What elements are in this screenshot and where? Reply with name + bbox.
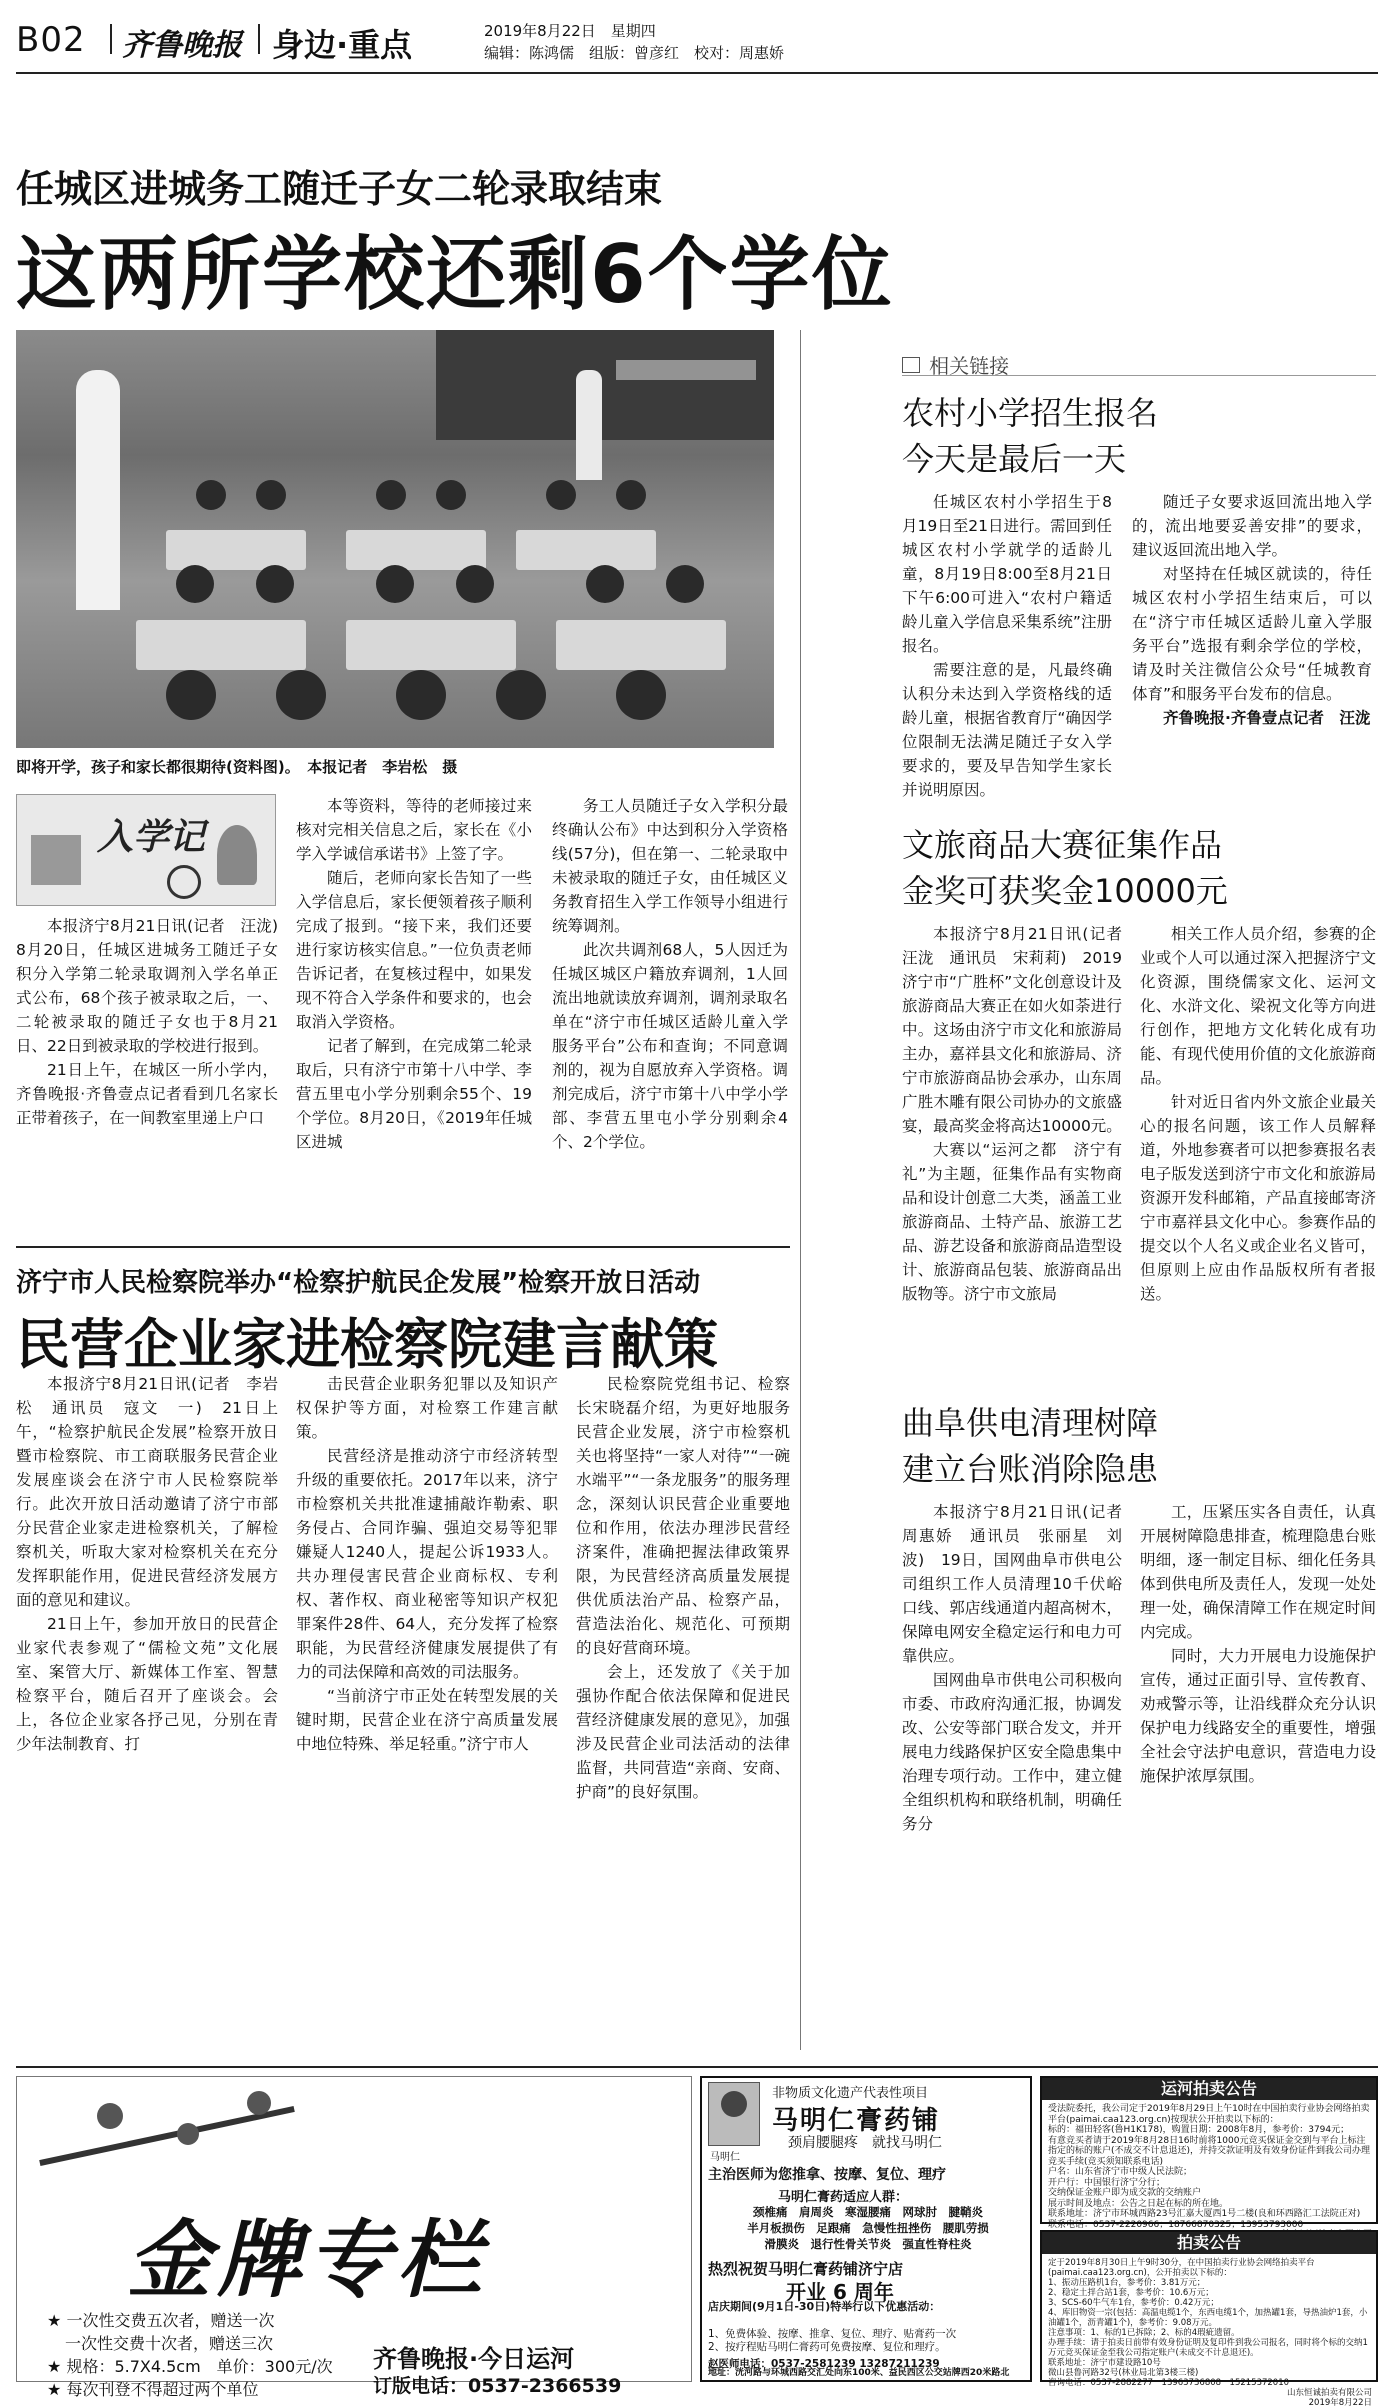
auction2-banner bbox=[1042, 2232, 1376, 2254]
header-divider bbox=[258, 24, 260, 54]
badge-title: 入学记 bbox=[97, 817, 206, 858]
blossom bbox=[247, 2091, 271, 2115]
student bbox=[376, 480, 406, 510]
editor-credits: 编辑：陈鸿儒 组版：曾彦红 校对：周惠娇 bbox=[484, 44, 785, 62]
auction-line: 联系电话：0537-2220966；18766870325；13953793000 bbox=[1048, 2219, 1304, 2230]
auction-line: 受法院委托，我公司定于2019年8月29日上午10时在中国拍卖行业协会网络拍卖平台(paimai.caa123.org.cn)按现状公开拍卖以下标的： bbox=[1048, 2104, 1370, 2125]
procuratorate-para: “当前济宁市正处在转型发展的关键时期，民营企业在济宁高质量发展中地位特殊、举足轻重。”济宁市人 bbox=[296, 1687, 558, 1753]
medicine-period: 店庆期间(9月1日-30日)特举行以下优惠活动： bbox=[708, 2300, 941, 2313]
page-header bbox=[0, 0, 1394, 70]
auction-ad-2 bbox=[1040, 2230, 1378, 2408]
medicine-ad bbox=[700, 2076, 1032, 2382]
portrait-head bbox=[721, 2091, 747, 2117]
lead-para: 此次共调剂68人，5人因迁为任城区城区户籍放弃调剂，1人回流出地就读放弃调剂，调剂录取名单在“济宁市任城区适龄儿童入学服务平台”公布和查询；不同意调剂的，视为自愿放弃入学资格。调剂完成后，济宁市第十八中学小学部、李营五里屯小学分别剩余4个、2个学位。 bbox=[552, 941, 788, 1151]
auction-line: 联系地址：济宁市环城西路23号汇嘉大厦西1号二楼(良和环西路汇工法院正对) bbox=[1048, 2209, 1361, 2219]
golden-column-brand: 齐鲁晚报·今日运河 bbox=[373, 2345, 575, 2373]
student bbox=[616, 480, 646, 510]
student bbox=[586, 565, 624, 603]
procuratorate-headline: 民营企业家进检察院建言献策 bbox=[16, 1313, 718, 1376]
golden-column-ad bbox=[16, 2076, 692, 2399]
auction-line: 展示时间及地点：公告之日起在标的所在地。 bbox=[1048, 2198, 1229, 2209]
student bbox=[436, 480, 466, 510]
power-headline-2: 建立台账消除隐患 bbox=[902, 1450, 1159, 1488]
medicine-contact: 赵医师电话：0537-2581239 13287211239 bbox=[708, 2358, 940, 2370]
student bbox=[176, 565, 214, 603]
blossom bbox=[177, 2123, 199, 2145]
procuratorate-para: 会上，还发放了《关于加强协作配合依法保障和促进民营经济健康发展的意见》，加强涉及民营企业司法活动的法律监督，共同营造“亲商、安商、护商”的良好氛围。 bbox=[576, 1663, 790, 1801]
desk bbox=[516, 530, 656, 570]
tourism-para: 大赛以“运河之都 济宁有礼”为主题，征集作品有实物商品和设计创意二大类，涵盖工业旅游商品、土特产品、旅游工艺品、游艺设备和旅游商品造型设计、旅游商品包装、旅游商品出版物等。济宁市文旅局 bbox=[902, 1141, 1122, 1303]
auction2-line: 2、稳定土拌合站1套，参考价：10.6万元； bbox=[1048, 2288, 1214, 2298]
student bbox=[276, 670, 326, 720]
tourism-col-2 bbox=[1140, 922, 1376, 1384]
auction-line: 交纳保证金账户即为成交款的交纳账户 bbox=[1048, 2188, 1202, 2198]
section-title: 身边·重点 bbox=[272, 26, 413, 64]
power-para: 同时，大力开展电力设施保护宣传，通过正面引导、宣传教育、劝戒警示等，让沿线群众充分认识保护电力线路安全的重要性，增强全社会守法护电意识，营造电力设施保护浓厚氛围。 bbox=[1140, 1647, 1376, 1785]
medicine-indications bbox=[708, 2204, 1028, 2252]
lead-para: 记者了解到，在完成第二轮录取后，只有济宁市第十八中学、李营五里屯小学分别剩余55个、19个学位。8月20日，《2019年任城区进城 bbox=[296, 1037, 532, 1151]
power-col-2 bbox=[1140, 1500, 1376, 2050]
auction-banner bbox=[1042, 2078, 1376, 2100]
badge-tree-icon bbox=[217, 825, 257, 885]
photo-caption: 即将开学，孩子和家长都很期待(资料图)。 本报记者 李岩松 摄 bbox=[16, 758, 458, 776]
student bbox=[196, 480, 226, 510]
badge-bike-icon bbox=[167, 865, 201, 899]
auction2-banner-label: 拍卖公告 bbox=[1176, 2233, 1241, 2252]
tourism-headline-2: 金奖可获奖金10000元 bbox=[902, 872, 1228, 910]
chalkboard-text bbox=[616, 360, 756, 380]
related-headline-2: 今天是最后一天 bbox=[902, 440, 1127, 478]
lead-para: 务工人员随迁子女入学积分最终确认公布》中达到积分入学资格线(57分)，但在第一、二轮录取中未被录取的随迁子女，由任城区义务教育招生入学工作领导小组进行统筹调剂。 bbox=[552, 797, 788, 935]
student bbox=[546, 480, 576, 510]
procuratorate-kicker: 济宁市人民检察院举办“检察护航民企发展”检察开放日活动 bbox=[16, 1268, 701, 1298]
term-item: 一次性交费十次者，赠送三次 bbox=[65, 2334, 274, 2353]
auction2-line: 山东恒诚拍卖有限公司 bbox=[1286, 2388, 1372, 2398]
related-para: 对坚持在任城区就读的，待任城区农村小学招生结束后，可以在“济宁市任城区适龄儿童入学服务平台”选报有剩余学位的学校，请及时关注微信公众号“任城教育体育”和服务平台发布的信息。 bbox=[1132, 565, 1372, 703]
term-item: ★ 每次刊登不得超过两个单位 bbox=[47, 2380, 259, 2399]
auction-line: 户名：山东省济宁市中级人民法院； bbox=[1048, 2167, 1193, 2177]
page-number: B02 bbox=[16, 20, 86, 60]
auction-line: 标的：福田轻客(鲁H1K178)，购置日期：2008年8月，参考价：3794元； bbox=[1048, 2125, 1350, 2135]
column-badge bbox=[16, 794, 276, 906]
related-byline: 齐鲁晚报·齐鲁壹点记者 汪泷 bbox=[1163, 709, 1371, 727]
term-item: ★ 规格：5.7X4.5cm 单价：300元/次 bbox=[47, 2357, 333, 2376]
medicine-address: 地址：洸河路与环城西路交汇处向东100米、益民西区公交站牌西20米路北 bbox=[708, 2368, 1010, 2378]
medicine-offers bbox=[708, 2328, 1028, 2354]
medicine-indications-title: 马明仁膏药适应人群： bbox=[778, 2190, 909, 2205]
lead-kicker: 任城区进城务工随迁子女二轮录取结束 bbox=[16, 167, 663, 211]
medicine-slogan: 颈肩腰腿疼 就找马明仁 bbox=[788, 2135, 942, 2151]
related-tag bbox=[902, 350, 1376, 376]
indication-row: 滑膜炎 退行性骨关节炎 强直性脊柱炎 bbox=[764, 2237, 972, 2251]
lead-para: 本报济宁8月21日讯(记者 汪泷) 8月20日，任城区进城务工随迁子女积分入学第二轮录取调剂入学名单正式公布，68个孩子被录取之后，一、二轮被录取的随迁子女也于8月21日、22日到被录取的学校进行报到。 bbox=[16, 917, 294, 1055]
auction-banner-label: 运河拍卖公告 bbox=[1160, 2079, 1257, 2098]
student bbox=[496, 670, 546, 720]
auction2-line: 微山县鲁河路32号(林业局北第3楼三楼) bbox=[1048, 2368, 1199, 2378]
desk bbox=[346, 530, 486, 570]
procuratorate-para: 民营经济是推动济宁市经济转型升级的重要依托。2017年以来，济宁市检察机关共批准逮捕敲诈勒索、职务侵占、合同诈骗、强迫交易等犯罪嫌疑人1240人，提起公诉1933人。共办理侵害民营企业商标权、专利权、著作权、商业秘密等知识产权犯罪案件28件、64人，充分发挥了检察职能，为民营经济健康发展提供了有力的司法保障和高效的司法服务。 bbox=[296, 1447, 558, 1681]
procuratorate-para: 本报济宁8月21日讯(记者 李岩松 通讯员 寇文 一) 21日上午，“检察护航民企发展”检察开放日暨市检察院、市工商联服务民营企业发展座谈会在济宁市人民检察院举行。此次开放日活动邀请了济宁市部分民营企业家走进检察机关，了解检察机关，听取大家对检察机关在充分发挥职能作用，促进民营经济发展方面的意见和建议。 bbox=[16, 1375, 278, 1609]
ad-rule bbox=[16, 2066, 1378, 2068]
tourism-para: 针对近日省内外文旅企业最关心的报名问题，该工作人员解释道，外地参赛者可以把参赛报名表电子版发送到济宁市文化和旅游局资源开发科邮箱，产品直接邮寄济宁市嘉祥县文化中心。参赛作品的提交以个人名义或企业名义皆可，但原则上应由作品版权所有者报送。 bbox=[1140, 1093, 1376, 1303]
related-para: 任城区农村小学招生于8月19日至21日进行。需回到任城区农村小学就学的适龄儿童，8月19日8:00至8月21日下午6:00可进入“农村户籍适龄儿童入学信息采集系统”注册报名。 bbox=[902, 493, 1112, 655]
procuratorate-para: 民检察院党组书记、检察长宋晓磊介绍，为更好地服务民营企业发展，济宁市检察机关也将坚持“一家人对待”“一碗水端平”“一条龙服务”的服务理念，深刻认识民营企业重要地位和作用，依法办理涉民营经济案件，准确把握法律政策界限，为民营经济高质量发展提供优质法治产品、检察产品，营造法治化、规范化、可预期的良好营商环境。 bbox=[576, 1375, 790, 1657]
offer-item: 1、免费体验、按摩、推拿、复位、理疗、贴膏药一次 bbox=[708, 2328, 957, 2340]
canal-auction-ad bbox=[1040, 2076, 1378, 2230]
classroom-photo bbox=[16, 330, 774, 748]
related-col-2 bbox=[1132, 490, 1372, 800]
tourism-para: 相关工作人员介绍，参赛的企业或个人可以通过深入把握济宁文化资源，围绕儒家文化、运河文化、水浒文化、梁祝文化等方向进行创作，把地方文化转化成有功能、有现代使用价值的文化旅游商品。 bbox=[1140, 925, 1376, 1087]
related-headline-1: 农村小学招生报名 bbox=[902, 394, 1159, 432]
medicine-top-line: 非物质文化遗产代表性项目 bbox=[772, 2086, 929, 2101]
procuratorate-para: 21日上午，参加开放日的民营企业家代表参观了“儒检文苑”文化展室、案管大厅、新媒体工作室、智慧检察平台，随后召开了座谈会。会上，各位企业家各抒己见，分别在青少年法制教育、打 bbox=[16, 1615, 278, 1753]
paper-name: 齐鲁晚报 bbox=[122, 28, 242, 63]
offer-item: 2、按疗程贴马明仁膏药可免费按摩、复位和理疗。 bbox=[708, 2341, 946, 2353]
header-rule bbox=[16, 72, 1378, 74]
student bbox=[256, 565, 294, 603]
desk bbox=[346, 620, 516, 670]
power-col-1 bbox=[902, 1500, 1138, 2050]
badge-house-icon bbox=[31, 835, 81, 885]
auction2-line: 3、SCS-60牛气车1台，参考价：0.42万元； bbox=[1048, 2298, 1219, 2308]
parent-figure bbox=[76, 370, 120, 610]
auction2-line: 2019年8月22日 bbox=[1308, 2398, 1372, 2408]
branch bbox=[39, 2106, 295, 2166]
column-rule bbox=[800, 330, 801, 2050]
student bbox=[376, 565, 414, 603]
lead-col-1 bbox=[16, 914, 294, 1246]
header-divider bbox=[110, 24, 112, 54]
related-tag-label: 相关链接 bbox=[929, 354, 1010, 378]
indication-row: 颈椎痛 肩周炎 寒湿腰痛 网球肘 腱鞘炎 bbox=[753, 2205, 983, 2219]
lead-para: 21日上午，在城区一所小学内，齐鲁晚报·齐鲁壹点记者看到几名家长正带着孩子，在一间教室里递上户口 bbox=[16, 1061, 278, 1127]
power-para: 工，压紧压实各自责任，认真开展树障隐患排查，梳理隐患台账明细，逐一制定目标、细化任务具体到供电所及责任人，发现一处处理一处，确保清障工作在规定时间内完成。 bbox=[1140, 1503, 1376, 1641]
medicine-name: 马明仁膏药铺 bbox=[772, 2106, 941, 2136]
founder-portrait bbox=[708, 2082, 760, 2146]
desk bbox=[556, 620, 726, 670]
blossom bbox=[97, 2103, 123, 2129]
medicine-anniversary: 开业 6 周年 bbox=[786, 2280, 894, 2304]
student bbox=[456, 565, 494, 603]
related-col-1 bbox=[902, 490, 1112, 800]
procuratorate-para: 击民营企业职务犯罪以及知识产权保护等方面，对检察工作建言献策。 bbox=[296, 1375, 558, 1441]
medicine-celebrate: 热烈祝贺马明仁膏药铺济宁店 bbox=[708, 2260, 904, 2278]
term-item: ★ 一次性交费五次者，赠送一次 bbox=[47, 2311, 275, 2330]
chalkboard bbox=[436, 330, 774, 440]
student bbox=[166, 670, 216, 720]
procuratorate-col-2 bbox=[296, 1372, 558, 2052]
auction2-line: 1、振动压路机1台，参考价：3.81万元； bbox=[1048, 2278, 1206, 2288]
document-icon bbox=[902, 357, 920, 373]
student bbox=[666, 565, 704, 603]
plum-blossom-illustration bbox=[37, 2083, 337, 2203]
lead-headline: 这两所学校还剩6个学位 bbox=[16, 228, 894, 321]
auction-line: 有意竞买者请于2019年8月28日16时前将1000元竞买保证金交到与平台上标注指定的标的账户(不成交不计息退还)，并持交款证明及有效身份证件到我公司办理竞买手续(竞买须知联系电话) bbox=[1048, 2135, 1371, 2167]
auction2-line: 办理手续：请于拍卖日前带有效身份证明及复印件到我公司报名，同时将个标的交纳1万元竞买保证金至我公司指定账户(未成交不计息退还)。 bbox=[1048, 2338, 1368, 2358]
desk bbox=[136, 620, 306, 670]
golden-column-phone: 订版电话：0537-2366539 bbox=[373, 2375, 622, 2397]
auction2-line: 注意事项：1、标的1已拆除；2、标的4瑕疵遗留。 bbox=[1048, 2328, 1240, 2338]
power-para: 本报济宁8月21日讯(记者 周惠娇 通讯员 张丽星 刘波) 19日，国网曲阜市供电公司组织工作人员清理10千伏峪口线、郭店线通道内超高树木，保障电网安全稳定运行和电力可靠供应。 bbox=[902, 1503, 1138, 1665]
related-para: 需要注意的是，凡最终确认积分未达到入学资格线的适龄儿童，根据省教育厅“确因学位限制无法满足随迁子女入学要求的，要及早告知学生家长并说明原因。 bbox=[902, 661, 1112, 799]
power-para: 国网曲阜市供电公司积极向市委、市政府沟通汇报，协调发改、公安等部门联合发文，并开展电力线路保护区安全隐患集中治理专项行动。工作中，建立健全组织机构和联络机制，明确任务分 bbox=[902, 1671, 1122, 1833]
medicine-doctor-line: 主治医师为您推拿、按摩、复位、理疗 bbox=[708, 2167, 946, 2183]
related-para: 随迁子女要求返回流出地入学的，流出地要妥善安排”的要求，建议返回流出地入学。 bbox=[1132, 493, 1372, 559]
issue-date: 2019年8月22日 星期四 bbox=[484, 22, 656, 40]
section-rule bbox=[16, 1246, 790, 1248]
tourism-para: 本报济宁8月21日讯(记者 汪泷 通讯员 宋莉莉) 2019济宁市“广胜杯”文化创意设计及旅游商品大赛正在如火如荼进行中。这场由济宁市文化和旅游局主办，嘉祥县文化和旅游局、济宁市旅游商品协会承办，山东周广胜木雕有限公司协办的文旅盛宴，最高奖金将高达10000元。 bbox=[902, 925, 1138, 1135]
procuratorate-col-1 bbox=[16, 1372, 278, 2052]
golden-column-title: 金牌专栏 bbox=[127, 2210, 488, 2309]
lead-col-2 bbox=[296, 794, 532, 1246]
student bbox=[396, 670, 446, 720]
auction2-line: 定于2019年8月30日上午9时30分，在中国拍卖行业协会网络拍卖平台(paimai.caa123.org.cn)，公开拍卖以下标的： bbox=[1048, 2258, 1315, 2278]
auction-line: 开户行：中国银行济宁分行； bbox=[1048, 2177, 1166, 2188]
power-headline-1: 曲阜供电清理树障 bbox=[902, 1404, 1159, 1442]
portrait-label: 马明仁 bbox=[710, 2152, 740, 2163]
indication-row: 半月板损伤 足跟痛 急慢性扭挫伤 腰肌劳损 bbox=[747, 2221, 989, 2235]
student bbox=[616, 670, 666, 720]
desk bbox=[166, 530, 306, 570]
student bbox=[256, 480, 286, 510]
auction2-line: 咨询电话：0537-2882277 13963736808 15215372010 bbox=[1048, 2378, 1290, 2388]
lead-col-3 bbox=[552, 794, 788, 1246]
auction-text bbox=[1048, 2104, 1372, 2251]
auction2-text bbox=[1048, 2258, 1372, 2408]
auction2-line: 4、库旧物资一宗(包括：高温电缆1个，东西电缆1个，加热罐1套，导热油炉1套，小油罐1个，沥青罐1个)，参考价：9.08万元。 bbox=[1048, 2308, 1368, 2328]
tourism-col-1 bbox=[902, 922, 1138, 1384]
lead-para: 随后，老师向家长告知了一些入学信息后，家长便领着孩子顺利完成了报到。“接下来，我们还要进行家访核实信息。”一位负责老师告诉记者，在复核过程中，如果发现不符合入学条件和要求的，也会取消入学资格。 bbox=[296, 869, 532, 1031]
lead-para: 本等资料，等待的老师接过来核对完相关信息之后，家长在《小学入学诚信承诺书》上签了字。 bbox=[296, 797, 532, 863]
golden-column-terms bbox=[47, 2309, 407, 2401]
tourism-headline-1: 文旅商品大赛征集作品 bbox=[902, 826, 1223, 864]
teacher bbox=[576, 370, 602, 480]
procuratorate-col-3 bbox=[576, 1372, 790, 2052]
auction2-line: 联系地址：济宁市建设路10号 bbox=[1048, 2358, 1161, 2368]
